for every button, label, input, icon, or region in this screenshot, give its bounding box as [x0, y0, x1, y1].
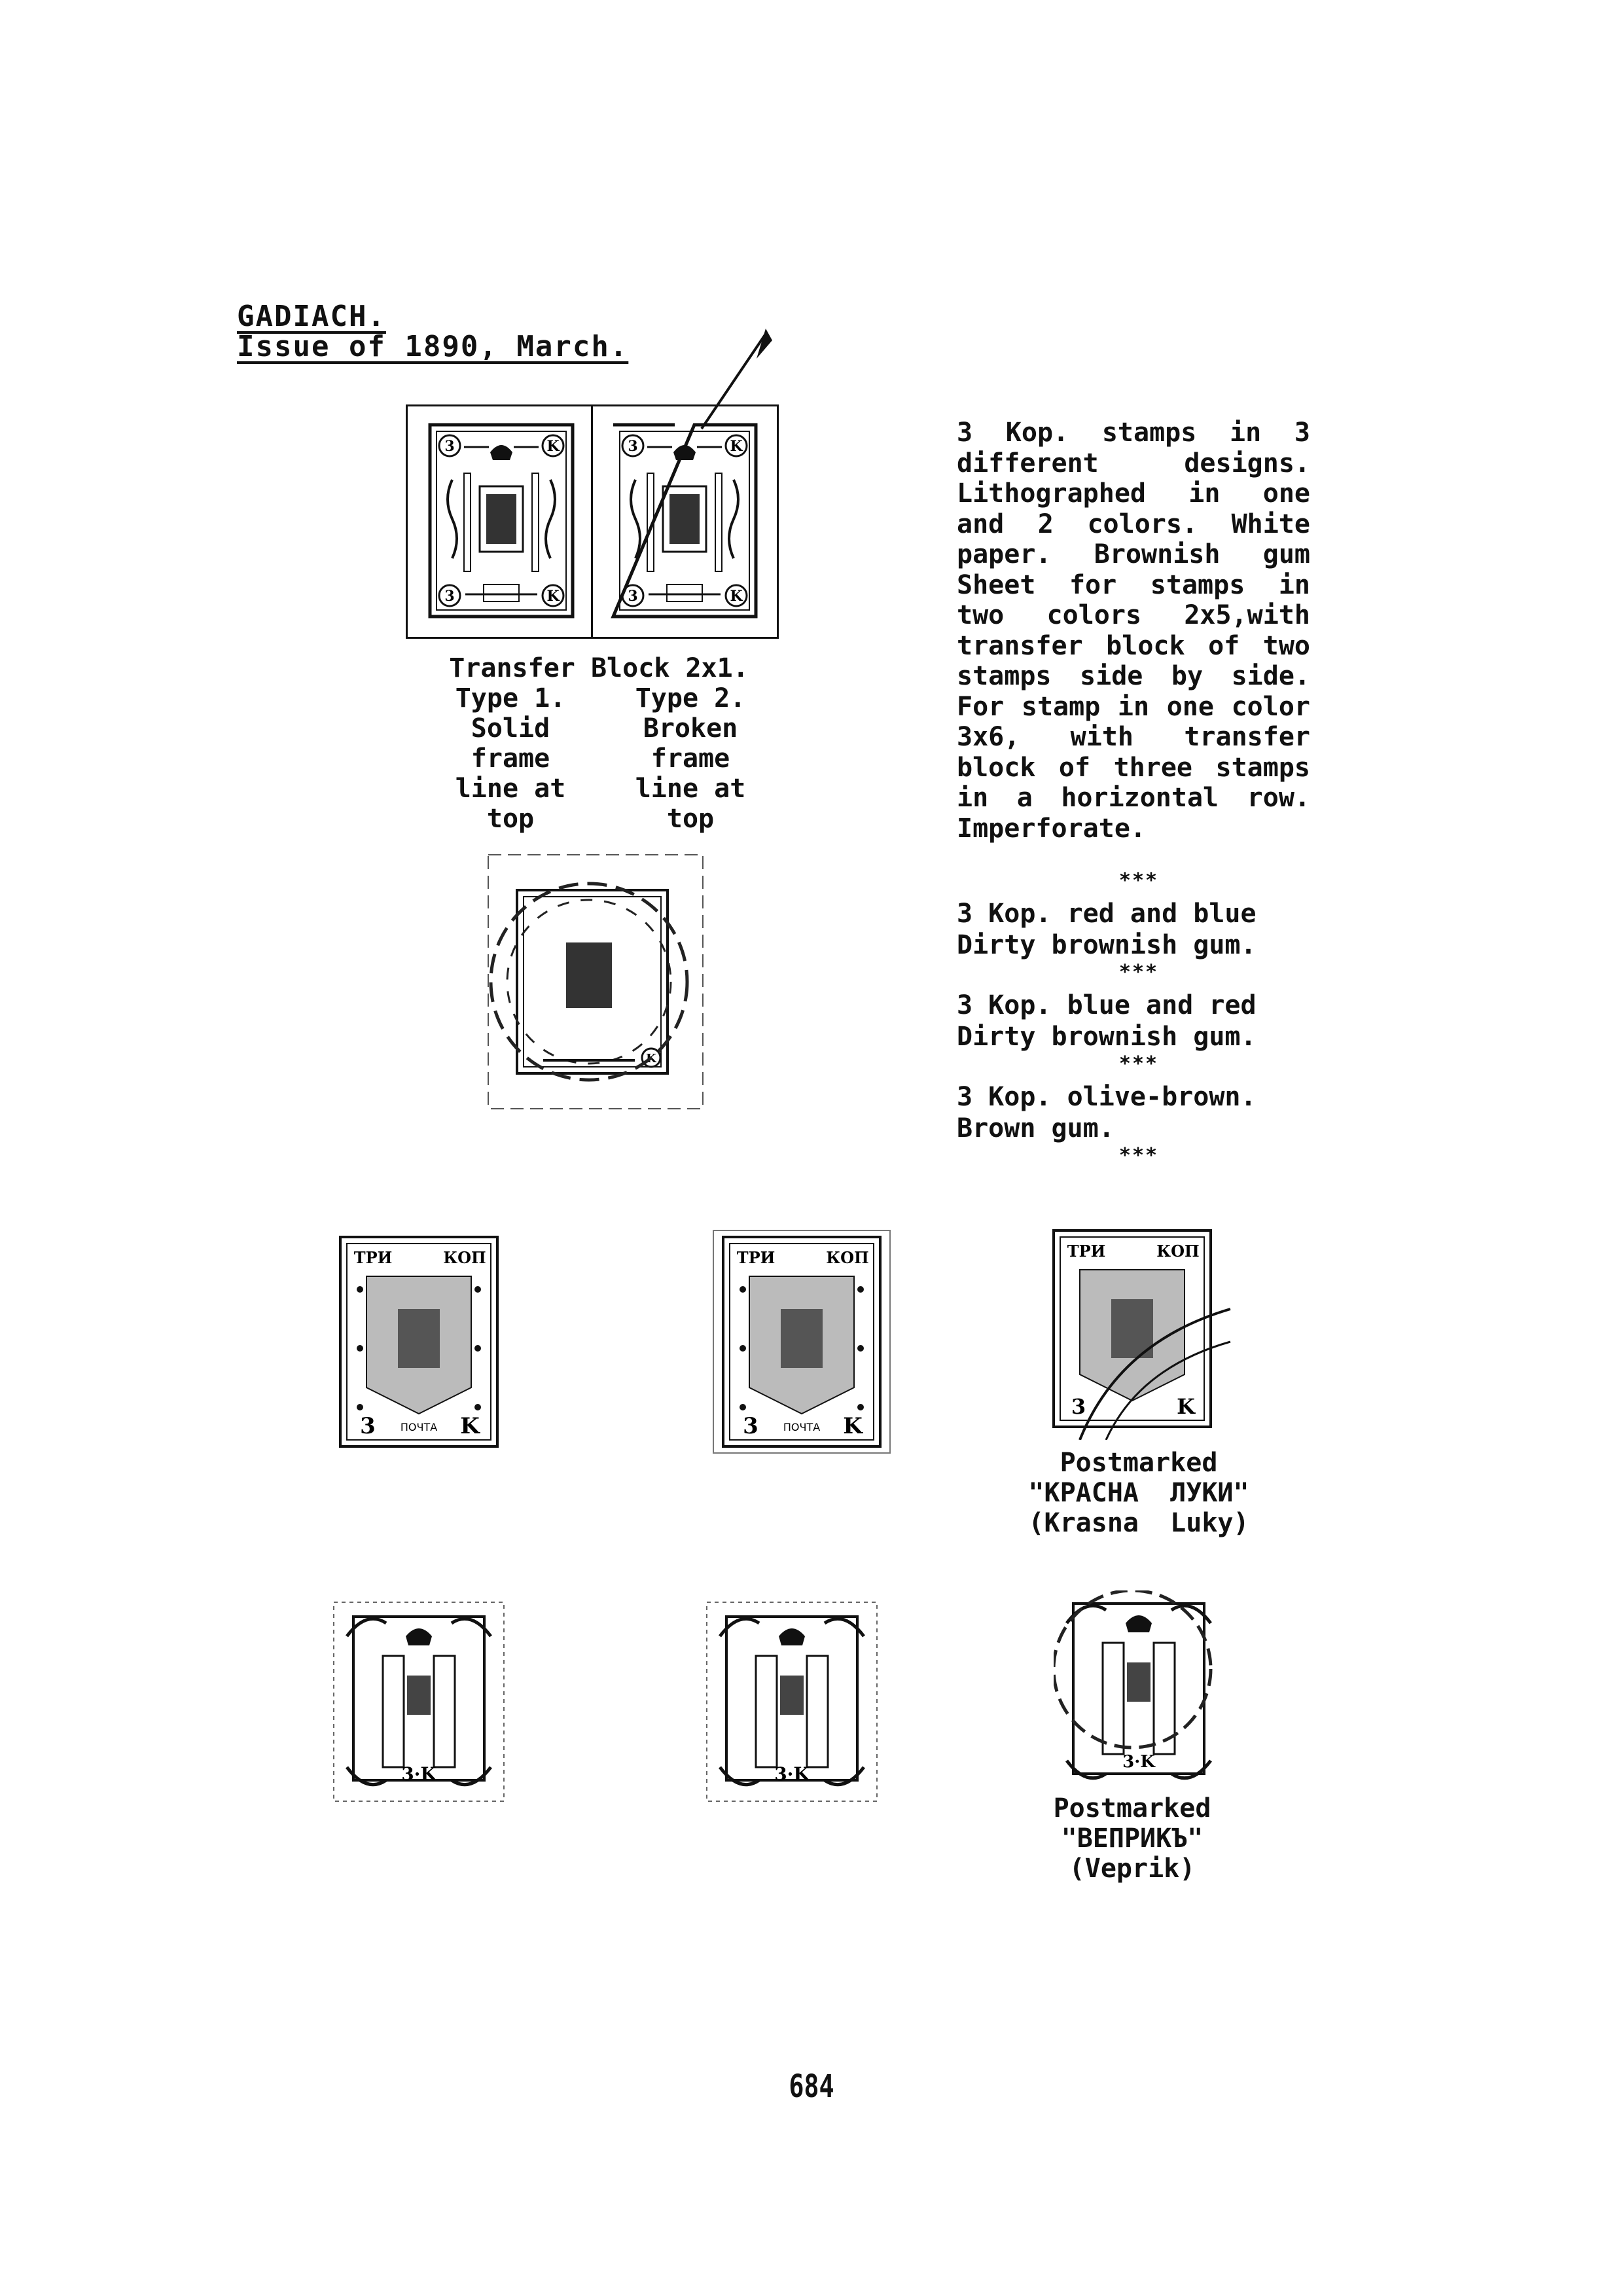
svg-text:K: K	[546, 438, 560, 455]
stamp-postmarked-type1	[484, 851, 707, 1113]
svg-text:ПОЧТА: ПОЧТА	[400, 1421, 438, 1433]
transfer-title: Transfer Block 2x1.	[449, 653, 749, 683]
stars-3: ***	[1118, 1052, 1159, 1075]
stars-1: ***	[1118, 869, 1159, 892]
stamp-tri-kop-3-krasna-luky	[1041, 1224, 1237, 1440]
type2-caption: Type 2. Broken frame line at top	[635, 683, 746, 834]
svg-text:K: K	[460, 1413, 480, 1439]
svg-text:3·K: 3·K	[1122, 1752, 1155, 1772]
stars-2: ***	[1118, 961, 1159, 984]
type1-caption: Type 1. Solid frame line at top	[455, 683, 566, 834]
stamp-tri-kop-1	[321, 1224, 517, 1460]
svg-text:3·K: 3·K	[774, 1763, 810, 1785]
issue-heading: Issue of 1890, March.	[237, 330, 629, 363]
svg-text:3: 3	[444, 438, 455, 455]
variety-2: 3 Kop. blue and red Dirty brownish gum.	[957, 990, 1257, 1052]
svg-text:3: 3	[1071, 1394, 1086, 1419]
postmark-krasna-caption: Postmarked "КРАСНА ЛУКИ" (Krasna Luky)	[1028, 1448, 1249, 1538]
svg-text:3: 3	[360, 1413, 376, 1439]
svg-text:3: 3	[628, 588, 638, 605]
svg-text:КОП: КОП	[1156, 1242, 1200, 1261]
svg-text:ТРИ: ТРИ	[736, 1248, 776, 1267]
svg-text:КОП: КОП	[826, 1248, 869, 1267]
description-paragraph: 3 Kop. stamps in 3 different designs. Lithographed in one and 2 colors. White paper. Brownish gum Sheet for stamps in two colors 2x5,with transfer block of two stamps side by side. For stamp in one color 3x6, with transfer block of three stamps in a horizontal row. Imperforate.	[957, 418, 1310, 844]
svg-text:ПОЧТА: ПОЧТА	[783, 1421, 821, 1433]
svg-text:K: K	[546, 588, 560, 605]
postmark-veprik-caption: Postmarked "ВЕПРИКЪ" (Veprik)	[1053, 1793, 1211, 1884]
svg-text:3: 3	[444, 588, 455, 605]
stamp-eagle-1	[327, 1597, 510, 1806]
svg-text:КОП: КОП	[443, 1248, 486, 1267]
transfer-divider	[591, 406, 593, 637]
svg-text:K: K	[730, 438, 743, 455]
svg-text:K: K	[730, 588, 743, 605]
stars-4: ***	[1118, 1144, 1159, 1167]
svg-text:3·K: 3·K	[401, 1763, 437, 1785]
stamp-type2	[609, 421, 760, 620]
svg-text:K: K	[1177, 1394, 1195, 1419]
page-number: 684	[789, 2068, 834, 2105]
svg-text:3: 3	[628, 438, 638, 455]
stamp-eagle-3-veprik	[1054, 1590, 1224, 1793]
svg-text:3: 3	[743, 1413, 758, 1439]
svg-text:ТРИ: ТРИ	[1067, 1242, 1106, 1261]
stamp-type1	[426, 421, 577, 620]
stamp-tri-kop-2	[704, 1224, 900, 1460]
transfer-block	[406, 404, 779, 639]
svg-text:K: K	[843, 1413, 863, 1439]
svg-text:K: K	[646, 1052, 656, 1066]
place-heading: GADIACH.	[237, 300, 386, 333]
stamp-eagle-2	[700, 1597, 883, 1806]
variety-1: 3 Kop. red and blue Dirty brownish gum.	[957, 899, 1257, 960]
svg-text:ТРИ: ТРИ	[353, 1248, 393, 1267]
variety-3: 3 Kop. olive-brown. Brown gum.	[957, 1082, 1257, 1143]
